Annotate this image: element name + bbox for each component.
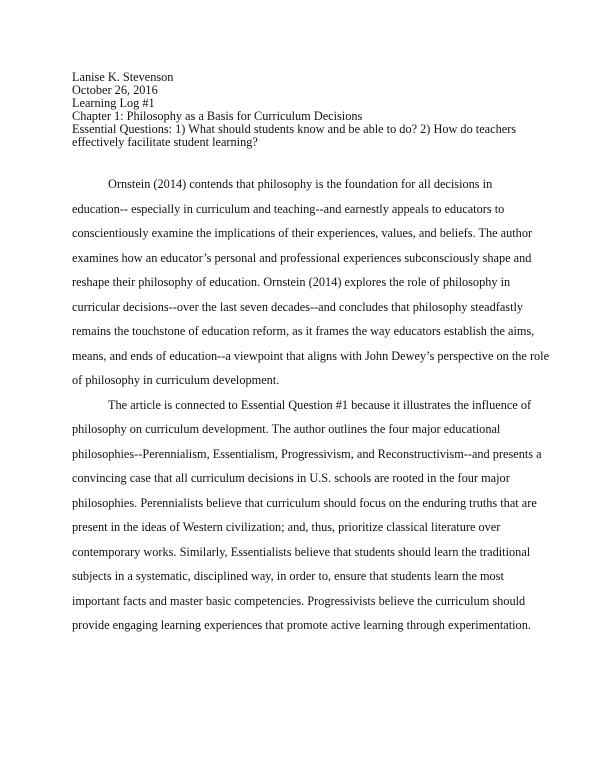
essential-questions-line-1: Essential Questions: 1) What should students know and be able to do? 2) How do teachers [72,121,517,136]
document-date: October 26, 2016 [72,82,158,97]
document-header [72,71,542,148]
paragraph-1 [72,172,550,393]
paragraph-line: subjects in a systematic, disciplined way, in order to, ensure that students learn the most [72,569,504,583]
paragraph-line: conscientiously examine the implications of their experiences, values, and beliefs. The author [72,226,533,240]
author-name: Lanise K. Stevenson [72,70,174,84]
paragraph-line: curricular decisions--over the last seven decades--and concludes that philosophy steadfastly [72,299,524,314]
paragraph-line: philosophies. Perennialists believe that curriculum should focus on the enduring truths that are [72,495,537,510]
paragraph-line: education-- especially in curriculum and teaching--and earnestly appeals to educators to [72,201,505,216]
paragraph-2 [72,393,542,638]
paragraph-line: of philosophy in curriculum development. [72,373,280,387]
paragraph-line: reshape their philosophy of education. Ornstein (2014) explores the role of philosophy in [72,275,511,289]
paragraph-line: important facts and master basic competencies. Progressivists believe the curriculum should [72,593,526,608]
paragraph-line: philosophy on curriculum development. The author outlines the four major educational [72,422,501,436]
paragraph-line: philosophies--Perennialism, Essentialism, Progressivism, and Reconstructivism--and presents a [72,446,542,461]
paragraph-line: contemporary works. Similarly, Essentialists believe that students should learn the traditional [72,544,531,559]
chapter-title: Chapter 1: Philosophy as a Basis for Curriculum Decisions [72,108,363,123]
paragraph-line: examines how an educator’s personal and professional experiences subconsciously shape and [72,250,532,265]
essential-questions-line-2: effectively facilitate student learning? [72,134,258,149]
document-body [72,172,550,638]
paragraph-line: convincing case that all curriculum decisions in U.S. schools are rooted in the four major [72,471,510,485]
paragraph-line: Ornstein (2014) contends that philosophy is the foundation for all decisions in [108,177,493,191]
paragraph-line: The article is connected to Essential Question #1 because it illustrates the influence of [108,397,532,412]
paragraph-line: provide engaging learning experiences that promote active learning through experimentation. [72,618,531,632]
paragraph-line: means, and ends of education--a viewpoint that aligns with John Dewey’s perspective on the role [72,348,550,363]
log-title: Learning Log #1 [72,95,155,110]
paragraph-line: present in the ideas of Western civilization; and, thus, prioritize classical literature over [72,520,501,534]
paragraph-line: remains the touchstone of education reform, as it frames the way educators establish the aims, [72,324,535,338]
